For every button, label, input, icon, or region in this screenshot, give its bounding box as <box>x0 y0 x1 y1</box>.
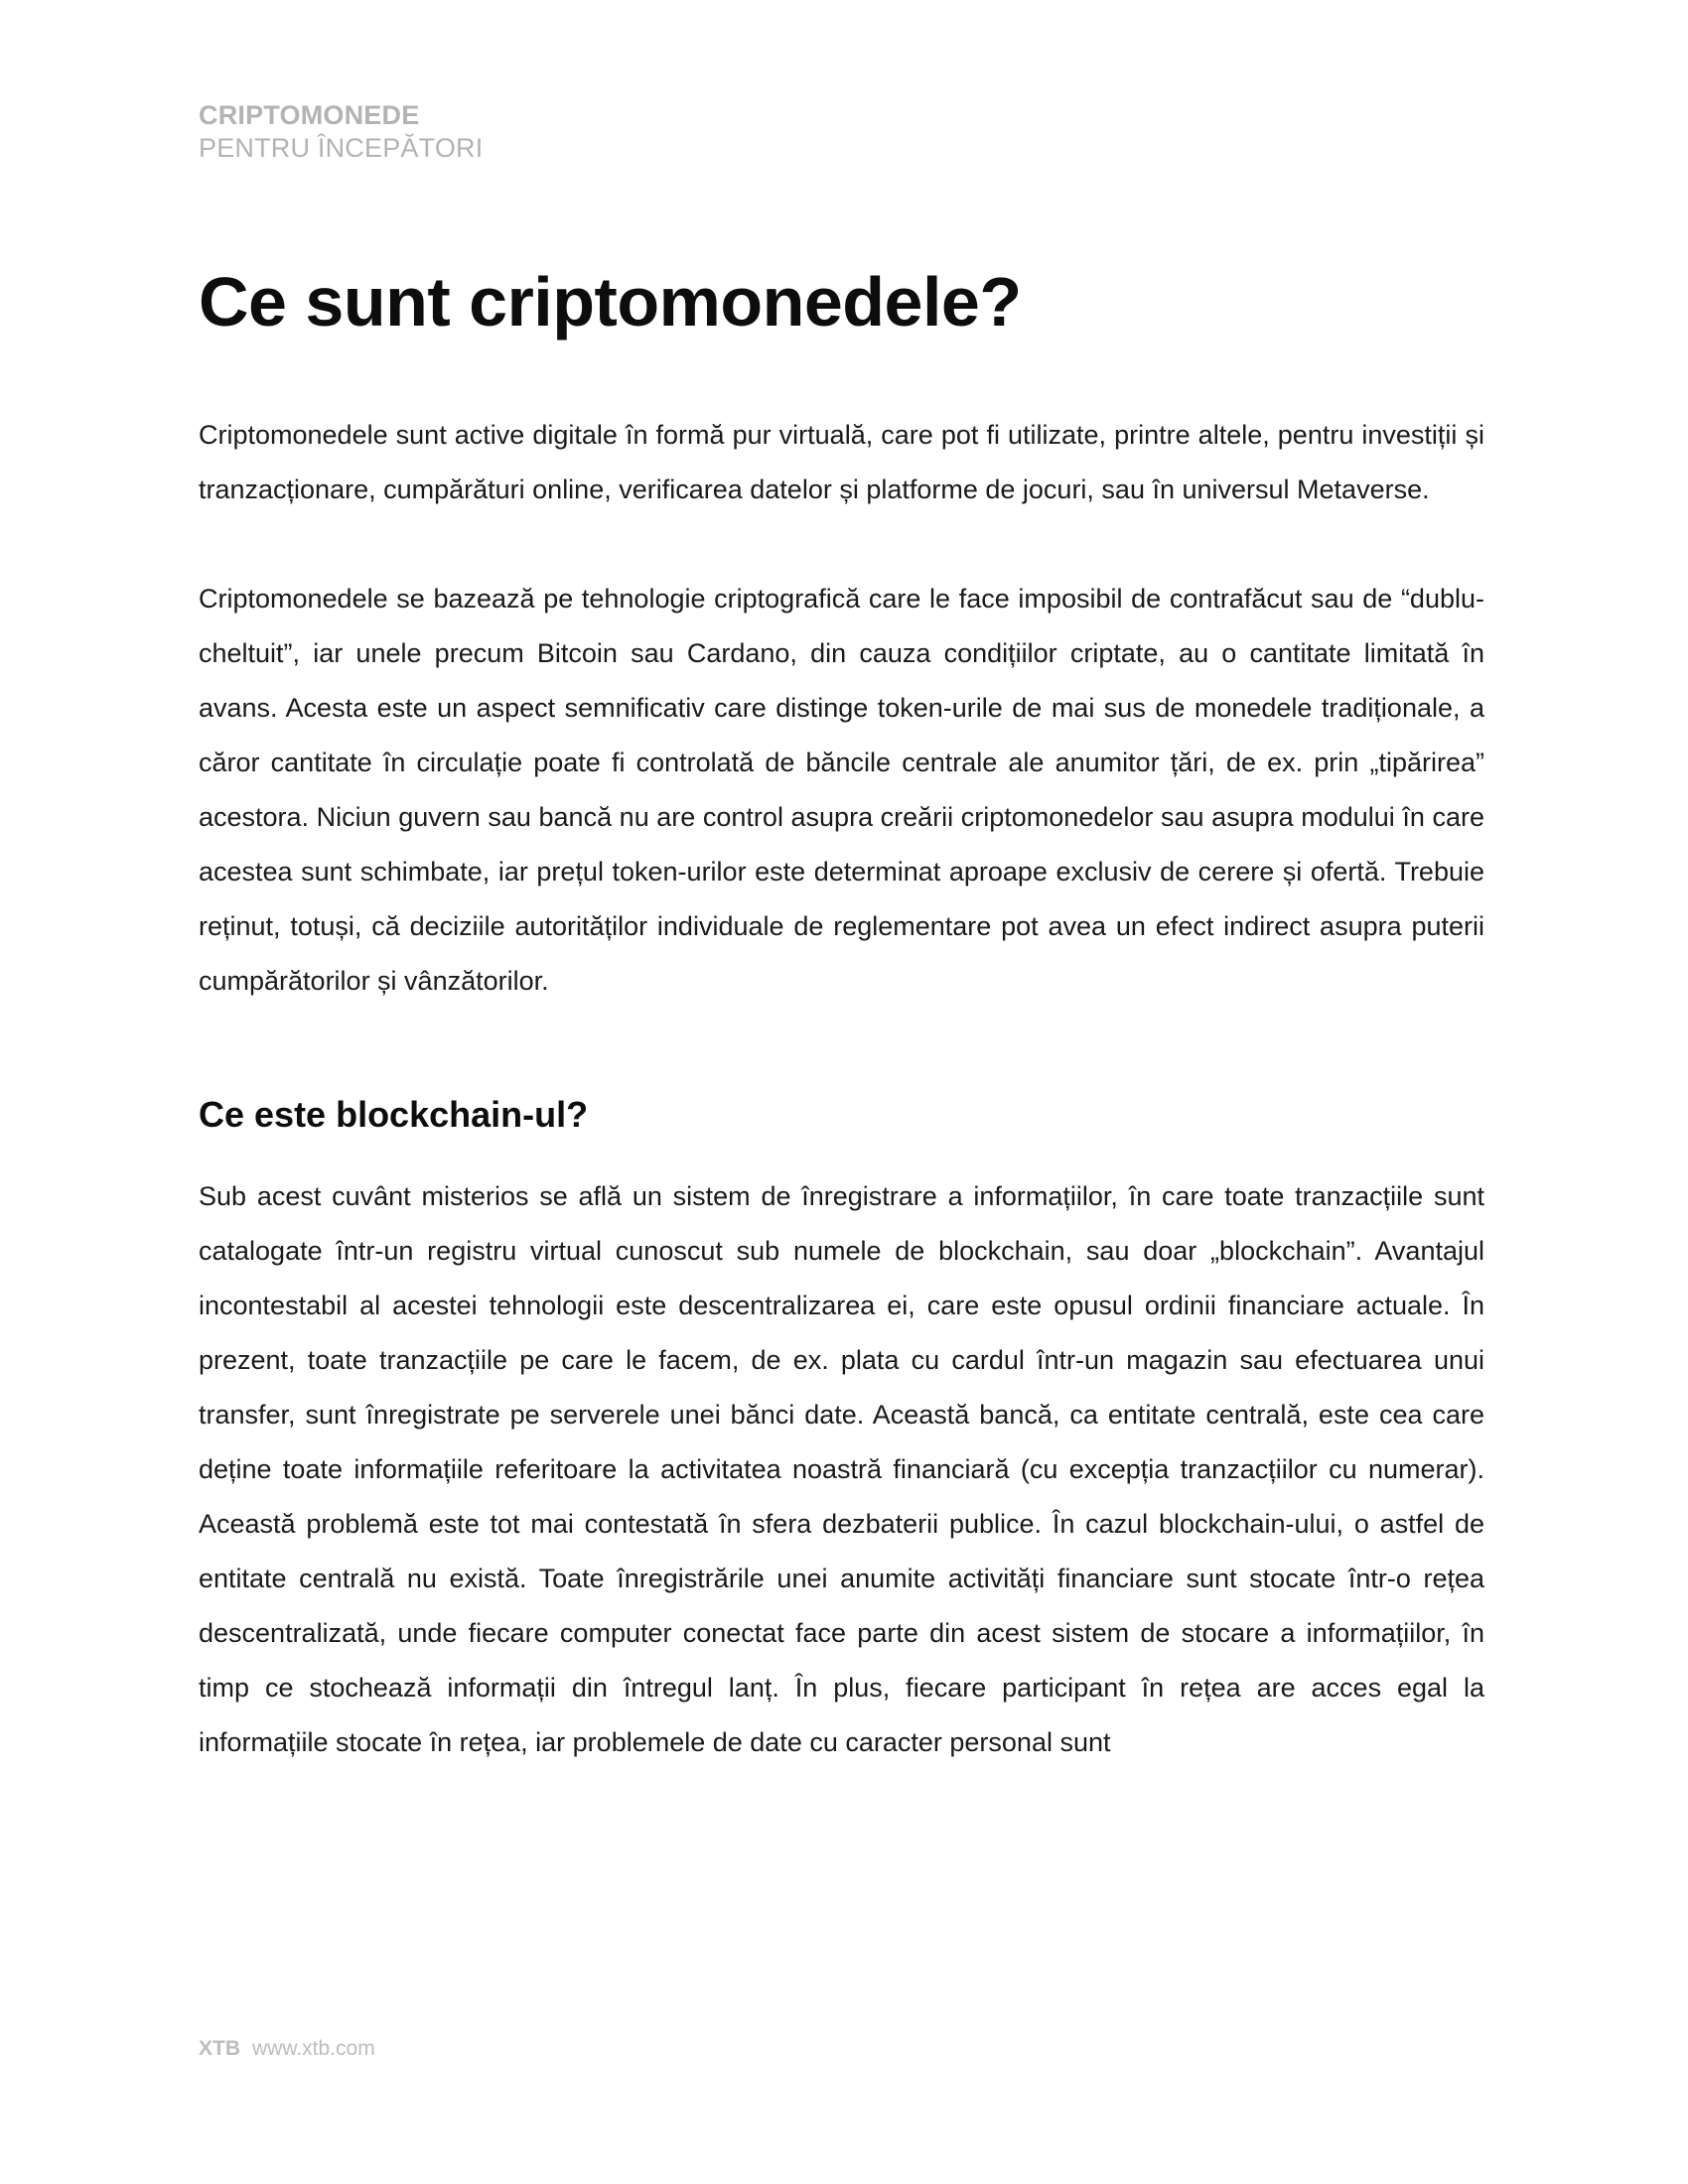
paragraph-technology: Criptomonedele se bazează pe tehnologie criptografică care le face imposibil de contrafăcut sau de “dublu-cheltuit”, iar unele precum Bitcoin sau Cardano, din cauza condițiilor criptate, au o cantitate limitată în avans. Acesta este un aspect semnificativ care distinge token-urile de mai sus de monedele tradiționale, a căror cantitate în circulație poate fi controlată de băncile centrale ale anumitor țări, de ex. prin „tipărirea” acestora. Niciun guvern sau bancă nu are control asupra creării criptomonedelor sau asupra modului în care acestea sunt schimbate, iar prețul token-urilor este determinat aproape exclusiv de cerere și ofertă. Trebuie reținut, totuși, că deciziile autorităților individuale de reglementare pot avea un efect indirect asupra puterii cumpărătorilor și vânzătorilor. <box>199 584 1484 996</box>
document-header <box>199 99 483 165</box>
page-footer <box>199 2036 375 2062</box>
header-title: CRIPTOMONEDE <box>199 100 420 130</box>
footer-url: www.xtb.com <box>252 2037 375 2060</box>
footer-brand: XTB <box>199 2037 240 2060</box>
document-body <box>199 260 1484 1770</box>
header-subtitle: PENTRU ÎNCEPĂTORI <box>199 133 484 163</box>
page-title: Ce sunt criptomonedele? <box>199 263 1022 341</box>
section-heading-blockchain: Ce este blockchain-ul? <box>199 1094 589 1135</box>
paragraph-intro: Criptomonedele sunt active digitale în formă pur virtuală, care pot fi utilizate, printre altele, pentru investiții și tranzacționare, cumpărături online, verificarea datelor și platforme de jocuri, sau în universul Metaverse. <box>199 420 1484 504</box>
paragraph-blockchain: Sub acest cuvânt misterios se află un sistem de înregistrare a informațiilor, în care toate tranzacțiile sunt catalogate într-un registru virtual cunoscut sub numele de blockchain, sau doar „blockchain”. Avantajul incontestabil al acestei tehnologii este descentralizarea ei, care este opusul ordinii financiare actuale. În prezent, toate tranzacțiile pe care le facem, de ex. plata cu cardul într-un magazin sau efectuarea unui transfer, sunt înregistrate pe serverele unei bănci date. Această bancă, ca entitate centrală, este cea care deține toate informațiile referitoare la activitatea noastră financiară (cu excepția tranzacțiilor cu numerar). Această problemă este tot mai contestată în sfera dezbaterii publice. În cazul blockchain-ului, o astfel de entitate centrală nu există. Toate înregistrările unei anumite activități financiare sunt stocate într-o rețea descentralizată, unde fiecare computer conectat face parte din acest sistem de stocare a informațiilor, în timp ce stochează informații din întregul lanț. În plus, fiecare participant în rețea are acces egal la informațiile stocate în rețea, iar problemele de date cu caracter personal sunt <box>199 1181 1484 1757</box>
